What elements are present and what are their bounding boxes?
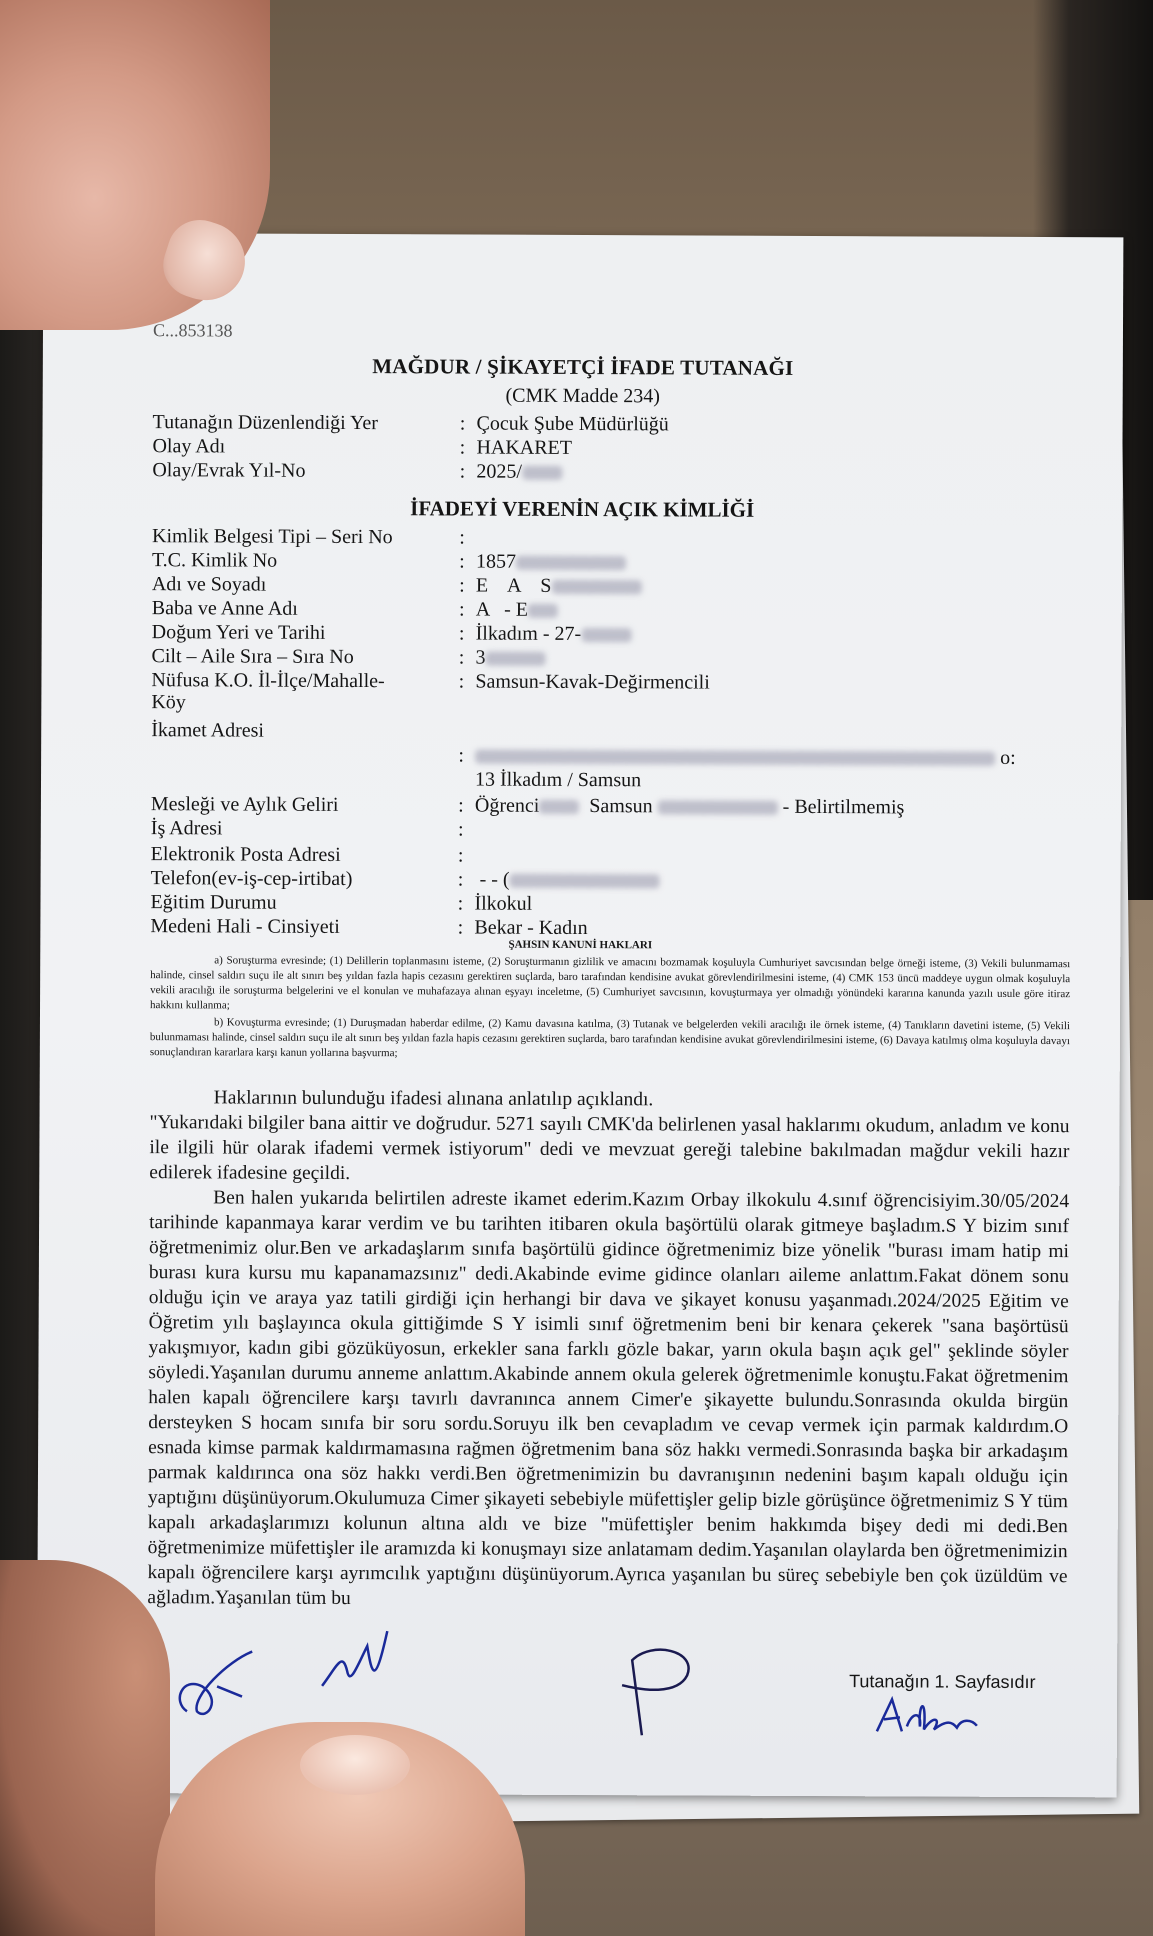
statement-body [147, 1085, 1069, 1614]
field-row: Doğum Yeri ve Tarihi : İlkadım - 27- [152, 621, 1072, 625]
field-value: 3 [475, 646, 486, 669]
statement-document [37, 233, 1124, 1798]
page-footer: Tutanağın 1. Sayfasıdır [849, 1671, 1036, 1692]
field-row: Telefon(ev-iş-cep-irtibat) : - - ( [151, 867, 1071, 871]
rights-paragraph-b: b) Kovuşturma evresinde; (1) Duruşmadan haberdar edilme, (2) Kamu davasına katılma, (3) Tutanak ve belgelerden vekili aracılığı ile örnek isteme, (4) Tanıkların davetini isteme, (5) Vekili bulunmaması halinde, cinsel saldırı suçu ile alt sınırı beş yıldan fazla hapis cezasını gerektiren suçlarda, baro tarafından kendisine avukat görevlendirilmesini isteme, (6) Davaya katılmış olma koşuluyla davayı sonuçlandıran kararlara karşı kanun yollarına başvurma; [149, 1016, 1070, 1060]
field-label: Mesleği ve Aylık Geliri [150, 793, 339, 816]
field-value: Çocuk Şube Müdürlüğü [476, 412, 669, 436]
field-value: 1857 [475, 550, 517, 573]
document-subtitle: (CMK Madde 234) [505, 384, 660, 408]
identity-section-title: İFADEYİ VERENİN AÇIK KİMLİĞİ [410, 496, 755, 522]
field-label: Tutanağın Düzenlendiği Yer [152, 411, 379, 435]
field-label: Medeni Hali - Cinsiyeti [150, 915, 340, 938]
field-row: Tutanağın Düzenlendiği Yer : Çocuk Şube Müdürlüğü [153, 411, 1073, 415]
document-title: MAĞDUR / ŞİKAYETÇİ İFADE TUTANAĞI [372, 354, 794, 380]
signature-4 [872, 1691, 982, 1741]
field-value: 13 İlkadım / Samsun [474, 768, 642, 792]
field-value: İlkadım - 27- [475, 622, 582, 646]
field-row: Baba ve Anne Adı : A - E [152, 597, 1072, 601]
rights-paragraph-a: a) Soruşturma evresinde; (1) Delillerin toplanmasını isteme, (2) Soruşturmanın gizlilik ve amacını bozmamak koşuluyla Cumhuriyet savcısından belge örneği isteme, (3) Vekili bulunmaması halinde, cinsel saldırı suçu ile alt sınırı beş yıldan fazla hapis cezasını gerektiren suçlarda, baro tarafından kendisine avukat görevlendirilmesini isteme, (4) CMK 153 üncü maddeye uygun olmak koşuluyla vekili aracılığı ile soruşturma belgelerini ve el konulan ve muhafazaya alınan eşyayı inceletme, (5) Cumhuriyet savcısının, kovuşturmaya yer olmadığı yönündeki kararına kanunda yazılı usule göre itiraz hakkını kullanma; [150, 954, 1071, 1012]
field-label: Elektronik Posta Adresi [150, 843, 341, 866]
body-paragraph: Ben halen yukarıda belirtilen adreste ikamet ederim.Kazım Orbay ilkokulu 4.sınıf öğrencisiyim.30/05/2024 tarihinde kapanmaya karar verdim ve bu tarihten itibaren okula başörtülü olarak gitmeye başladım.S Y bizim sınıf öğretmenimiz olur.Ben ve arkadaşlarım sınıfa başörtülü gidince öğretmenimiz bize yönelik "burası imam hatip mi burası kura kursu mu kapanamazsınız" dedi.Akabinde evime gidince olanları aileme anlattım.Fakat dönem sonu olduğu için ve araya yaz tatili girdiği için herhangi bir dava ve şikayet konusu yaşanmadı.2024/2025 Eğitim ve Öğretim yılı başlayınca okula gittiğimde S Y isimli sınıf öğretmenim beni bir kenara çekerek "sana başörtüsü yakışmıyor, kadın gibi gözüküyosun, erkekler sana farklı gözle bakar, yarın okula başın açık gel" şeklinde söyler söyledi.Yaşanılan durumu anneme anlattım.Akabinde annem okula gelerek öğretmenimle konuştu.Fakat öğretmenim halen kapalı öğrencilere karşı tavırlı davranınca annem Cimer'e şikayette bulundu.Sonrasında okulda birgün dersteyken S hocam sınıfa bir soru sordu.Soruyu ilk ben cevapladım ve cevap vermek için parmak kaldırdım.O esnada kimse parmak kaldırmamasına rağmen öğretmenim bana söz hakkı vermedi.Sonrasında başka bir arkadaşım parmak kaldırınca ona söz hakkı verdi.Ben öğretmenimizin bu davranışının nedenini başım kapalı olduğu için yaptığını düşünüyorum.Okulumuza Cimer şikayeti sebebiyle müfettişler gelip bizle görüşünce öğretmenimiz S Y tüm kapalı arkadaşlarımızı kolunun altına aldı ve bize "müfettişler benim hakkımda bişey dedi mi dedi.Ben öğretmenimize müfettişler ile aramızda ki konuşmayı size anlatamam dedim.Yaşanılan olaylarda ben öğretmenimizin kapalı öğrencilere karşı ayrımcılık yaptığını düşünüyorum.Ayrıca yaşanılan bu süreç sebebiyle ben çok üzüldüm ve ağladım.Yaşanılan tüm bu [147, 1187, 1070, 1610]
field-label: Olay/Evrak Yıl-No [152, 459, 306, 482]
field-row: Adı ve Soyadı : E A S [152, 573, 1072, 577]
field-row: Kimlik Belgesi Tipi – Seri No : [152, 525, 465, 549]
field-value: - - ( [474, 868, 510, 891]
field-label: Doğum Yeri ve Tarihi [151, 621, 326, 644]
field-row: İş Adresi : [150, 817, 464, 841]
hand-bottom-left [0, 1560, 170, 1936]
field-label: Telefon(ev-iş-cep-irtibat) [150, 867, 353, 891]
field-value: Samsun-Kavak-Değirmencili [475, 670, 710, 694]
field-value: HAKARET [476, 436, 573, 459]
field-value: 2025/ [476, 460, 522, 483]
field-value: A - E [475, 598, 529, 621]
field-label: T.C. Kimlik No [151, 549, 278, 572]
field-label: Olay Adı [152, 435, 226, 458]
signature-1 [167, 1641, 277, 1721]
signature-2 [317, 1626, 397, 1696]
field-row: Elektronik Posta Adresi : [150, 843, 464, 867]
field-label: İş Adresi [150, 817, 223, 840]
field-value: Samsun [589, 795, 653, 818]
field-row: Medeni Hali - Cinsiyeti : Bekar - Kadın [150, 915, 1070, 919]
field-label: Baba ve Anne Adı [151, 597, 298, 620]
field-row: Cilt – Aile Sıra – Sıra No : 3 [152, 645, 1072, 649]
field-value: Bekar - Kadın [474, 916, 588, 940]
field-row: Mesleği ve Aylık Geliri : Öğrenci Samsun - Belirtilmemiş [150, 793, 905, 819]
field-row: Nüfusa K.O. İl-İlçe/Mahalle-Köy : Samsun-Kavak-Değirmencili [152, 669, 1072, 673]
field-value: E A S [475, 574, 552, 597]
thumb-nail-bottom [300, 1735, 410, 1795]
body-paragraph: Haklarının bulunduğu ifadesi alınana anlatılıp açıklandı. [213, 1087, 654, 1111]
field-row [151, 719, 1071, 742]
field-row: T.C. Kimlik No : 1857 [152, 549, 1072, 553]
field-label: İkamet Adresi [151, 719, 265, 742]
document-number: C...853138 [152, 320, 233, 341]
rights-title: ŞAHSIN KANUNİ HAKLARI [508, 938, 653, 952]
field-label: Adı ve Soyadı [151, 573, 267, 596]
field-value: Belirtilmemiş [794, 795, 905, 819]
field-value: o: [1000, 746, 1016, 769]
field-value: Öğrenci [474, 794, 540, 817]
field-value: İlkokul [474, 892, 533, 915]
field-row: Olay Adı : HAKARET [153, 435, 1073, 439]
field-label: Nüfusa K.O. İl-İlçe/Mahalle-Köy [151, 669, 385, 714]
field-row: Eğitim Durumu : İlkokul [151, 891, 1071, 895]
field-row: : o: [458, 744, 1016, 769]
field-label: Kimlik Belgesi Tipi – Seri No [152, 525, 393, 549]
field-label: Eğitim Durumu [150, 891, 277, 914]
body-paragraph: "Yukarıdaki bilgiler bana aittir ve doğrudur. 5271 sayılı CMK'da belirlenen yasal haklarımı okudum, anladım ve konu ile ilgili hür olarak ifademi vermek istiyorum" dedi ve mevzuat gereği talebine bakılmadan mağdur vekili hazır edilerek ifadesine geçildi. [149, 1112, 1070, 1184]
signature-3 [612, 1640, 702, 1740]
field-label: Cilt – Aile Sıra – Sıra No [151, 645, 354, 669]
field-row: Olay/Evrak Yıl-No : 2025/ [152, 459, 1072, 463]
